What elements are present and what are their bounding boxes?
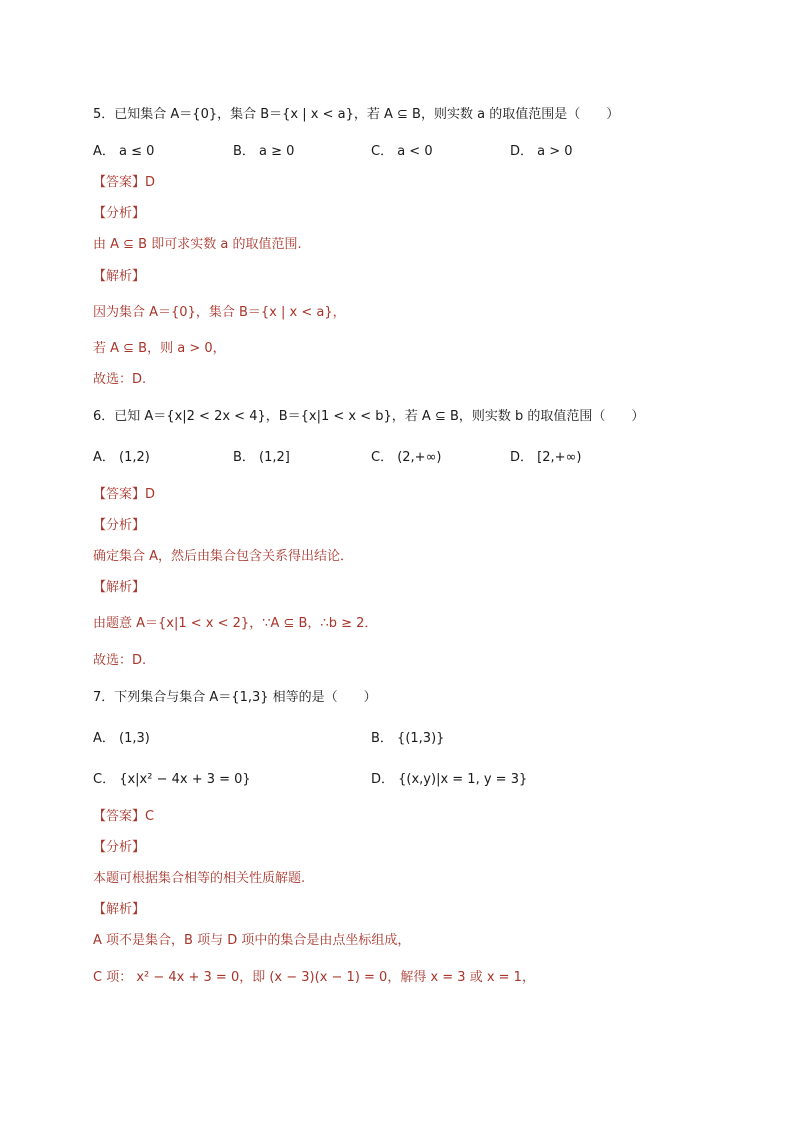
q5-option-d: D． a > 0 (510, 144, 573, 159)
q6-answer: 【答案】D (93, 487, 156, 502)
q7-solution-line-1: A 项不是集合，B 项与 D 项中的集合是由点坐标组成， (93, 933, 411, 948)
q5-solution-label: 【解析】 (93, 269, 146, 284)
q5-analysis: 由 A ⊆ B 即可求实数 a 的取值范围. (93, 237, 302, 252)
q5-solution-line-2: 若 A ⊆ B，则 a > 0， (93, 341, 226, 356)
q5-solution-line-1: 因为集合 A＝{0}，集合 B＝{x | x < a}， (93, 305, 346, 320)
q6-question: 6．已知 A＝{x|2 < 2x < 4}，B＝{x|1 < x < b}，若 A ⊆ B，则实数 b 的取值范围（ ） (93, 409, 645, 424)
q5-question: 5．已知集合 A＝{0}，集合 B＝{x | x < a}，若 A ⊆ B，则实数 a 的取值范围是（ ） (93, 107, 620, 122)
q5-analysis-label: 【分析】 (93, 206, 146, 221)
q6-solution-label: 【解析】 (93, 580, 146, 595)
q6-option-b: B． (1,2] (233, 450, 290, 465)
q7-option-c: C． {x|x² − 4x + 3 = 0} (93, 772, 251, 787)
q6-option-d: D． [2,+∞) (510, 450, 582, 465)
q5-answer: 【答案】D (93, 175, 156, 190)
q7-solution-line-2: C 项： x² − 4x + 3 = 0，即 (x − 3)(x − 1) = 0，解得 x = 3 或 x = 1， (93, 970, 535, 985)
q7-solution-label: 【解析】 (93, 902, 146, 917)
q7-analysis-label: 【分析】 (93, 840, 146, 855)
q7-question: 7．下列集合与集合 A＝{1,3} 相等的是（ ） (93, 690, 377, 705)
q6-analysis-label: 【分析】 (93, 518, 146, 533)
q6-option-c: C． (2,+∞) (371, 450, 442, 465)
q6-option-a: A． (1,2) (93, 450, 150, 465)
q6-solution-line-2: 故选：D. (93, 653, 147, 668)
q6-analysis: 确定集合 A，然后由集合包含关系得出结论． (93, 549, 354, 564)
q7-analysis: 本题可根据集合相等的相关性质解题. (93, 871, 306, 886)
q7-option-d: D． {(x,y)|x = 1, y = 3} (371, 772, 528, 787)
q7-answer: 【答案】C (93, 809, 155, 824)
q5-option-b: B． a ≥ 0 (233, 144, 295, 159)
q7-option-a: A． (1,3) (93, 731, 150, 746)
q5-option-a: A． a ≤ 0 (93, 144, 155, 159)
q7-option-b: B． {(1,3)} (371, 731, 445, 746)
q5-option-c: C． a < 0 (371, 144, 433, 159)
q6-solution-line-1: 由题意 A＝{x|1 < x < 2}，∵A ⊆ B，∴b ≥ 2． (93, 616, 378, 631)
q5-solution-line-3: 故选：D. (93, 372, 147, 387)
